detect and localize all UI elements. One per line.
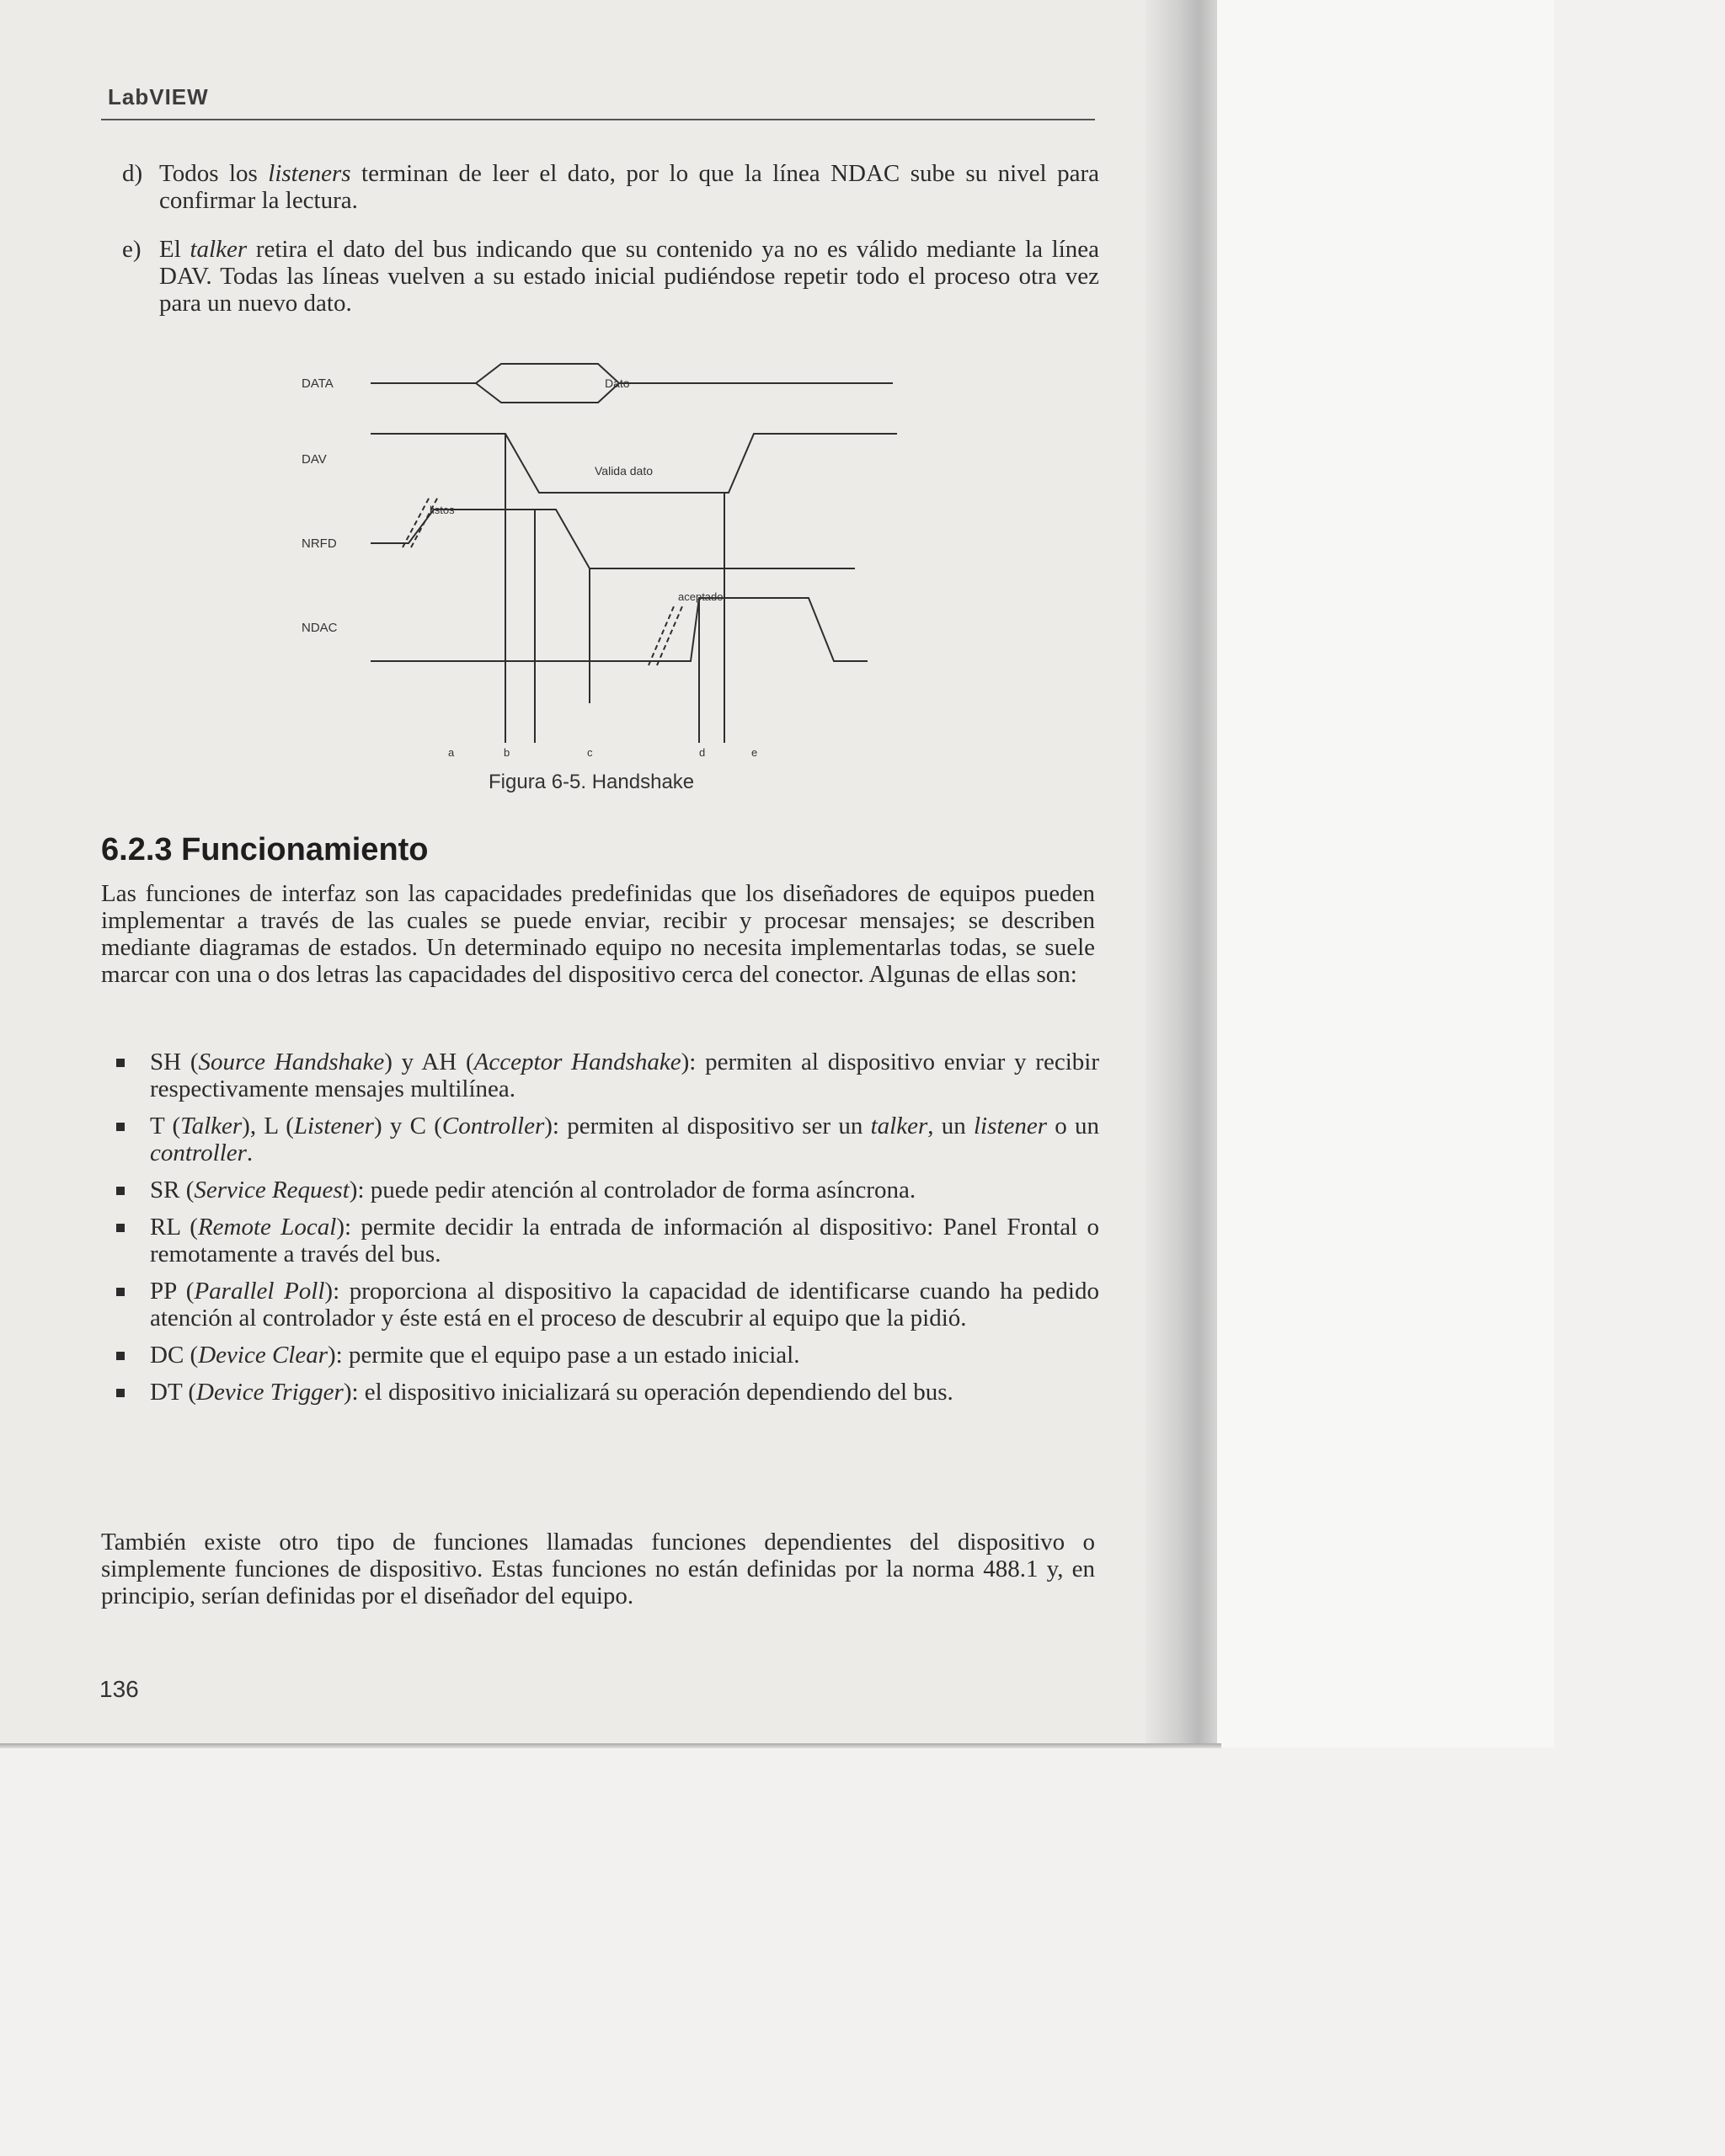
list-item: DC (Device Clear): permite que el equipo pase a un estado inicial. [109, 1342, 1099, 1369]
list-item-text: Todos los listeners terminan de leer el dato, por lo que la línea NDAC sube su nivel para confirmar la lectura. [159, 160, 1099, 214]
signal-label-ndac: NDAC [302, 621, 338, 635]
italic-term: Parallel Poll [194, 1278, 325, 1305]
annotation-aceptado: aceptado [678, 590, 724, 603]
italic-term: Controller [441, 1113, 545, 1139]
list-item-label: d) [122, 160, 143, 187]
italic-term: Remote Local [197, 1214, 337, 1241]
signal-label-nrfd: NRFD [302, 536, 337, 551]
interface-functions-list [109, 1049, 1099, 1416]
header-rule [101, 119, 1095, 120]
list-item: T (Talker), L (Listener) y C (Controller): permiten al dispositivo ser un talker, un listener o un controller. [109, 1113, 1099, 1166]
signal-label-dav: DAV [302, 452, 327, 467]
bullet-square-icon [116, 1187, 125, 1195]
data-bus-line [371, 364, 893, 383]
italic-term: Service Request [194, 1177, 350, 1203]
figure-caption: Figura 6-5. Handshake [489, 771, 695, 793]
annotation-dato: Dato [605, 376, 630, 390]
nrfd-dash [403, 497, 430, 547]
italic-term: talker [190, 236, 248, 263]
annotation-valida-dato: Valida dato [595, 464, 654, 478]
italic-term: Source Handshake [198, 1049, 385, 1075]
marker-label-c: c [587, 746, 593, 759]
data-bus-line-lower [476, 383, 619, 403]
closing-paragraph: También existe otro tipo de funciones llamadas funciones dependientes del dispositivo o simplemente funciones de dispositivo. Estas funciones no están definidas por la norma 488.1 y, en principio, serían definidas por el diseñador del equipo. [101, 1529, 1095, 1609]
bullet-square-icon [116, 1123, 125, 1131]
nrfd-signal-line [371, 510, 855, 568]
italic-term: Listener [293, 1113, 374, 1139]
ndac-signal-line [371, 598, 868, 661]
section-intro-paragraph: Las funciones de interfaz son las capacidades predefinidas que los diseñadores de equipos pueden implementar a través de las cuales se puede enviar, recibir y procesar mensajes; se describen mediante diagramas de estados. Un determinado equipo no necesita implementarlas todas, se suele marcar con una o dos letras las capacidades del dispositivo cerca del conector. Algunas de ellas son: [101, 880, 1095, 988]
signal-label-data: DATA [302, 376, 334, 391]
italic-term: Device Clear [198, 1342, 328, 1369]
bullet-square-icon [116, 1288, 125, 1296]
list-item: RL (Remote Local): permite decidir la entrada de información al dispositivo: Panel Frontal o remotamente a través del bus. [109, 1214, 1099, 1267]
italic-term: Device Trigger [196, 1379, 344, 1406]
marker-label-d: d [699, 746, 706, 759]
list-item: PP (Parallel Poll): proporciona al dispositivo la capacidad de identificarse cuando ha pedido atención al controlador y éste está en el proceso de descubrir al equipo que la pidió. [109, 1278, 1099, 1331]
italic-term: listeners [268, 160, 351, 187]
marker-label-e: e [751, 746, 758, 759]
italic-term: talker [870, 1113, 928, 1139]
book-gutter [1146, 0, 1221, 1748]
bullet-square-icon [116, 1389, 125, 1397]
page-number: 136 [99, 1676, 139, 1702]
list-item: DT (Device Trigger): el dispositivo inicializará su operación dependiendo del bus. [109, 1379, 1099, 1406]
italic-term: listener [974, 1113, 1047, 1139]
bullet-square-icon [116, 1352, 125, 1360]
italic-term: Talker [180, 1113, 243, 1139]
bullet-square-icon [116, 1224, 125, 1232]
list-item: SR (Service Request): puede pedir atención al controlador de forma asíncrona. [109, 1177, 1099, 1203]
list-item-label: e) [122, 236, 142, 263]
annotation-listos: listos [430, 504, 455, 516]
italic-term: controller [150, 1139, 247, 1166]
list-item-text: El talker retira el dato del bus indicando que su contenido ya no es válido mediante la línea DAV. Todas las líneas vuelven a su estado inicial pudiéndose repetir todo el proceso otra vez para un nuevo dato. [159, 236, 1100, 317]
handshake-timing-diagram [278, 354, 918, 775]
book-page-right [1217, 0, 1554, 1748]
bullet-square-icon [116, 1059, 125, 1067]
running-head: LabVIEW [108, 84, 209, 109]
marker-label-a: a [448, 746, 455, 759]
list-item: SH (Source Handshake) y AH (Acceptor Handshake): permiten al dispositivo enviar y recibir respectivamente mensajes multilínea. [109, 1049, 1099, 1102]
list-item-d [122, 160, 1099, 214]
dav-signal-line [371, 434, 897, 493]
section-heading: 6.2.3 Funcionamiento [101, 832, 429, 867]
list-item-e [122, 236, 1099, 317]
marker-label-b: b [504, 746, 510, 759]
page-bottom-edge [0, 1743, 1221, 1748]
italic-term: Acceptor Handshake [473, 1049, 681, 1075]
